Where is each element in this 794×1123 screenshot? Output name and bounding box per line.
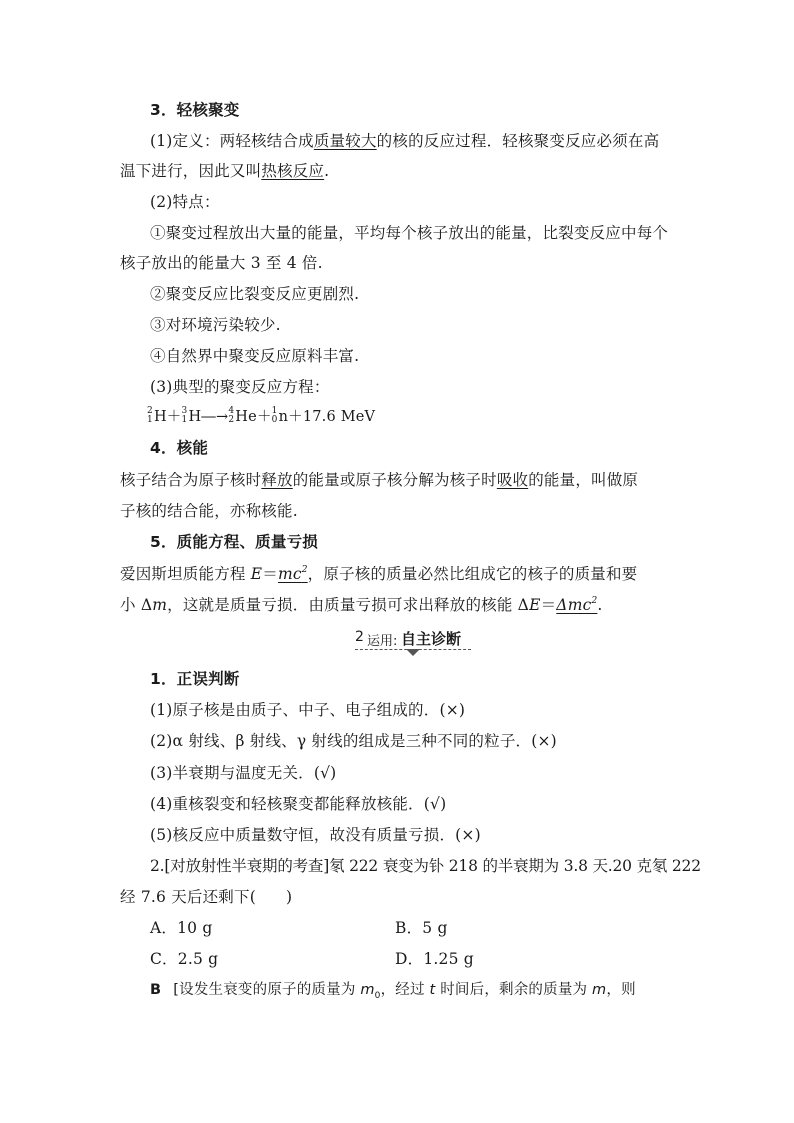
- true-false-heading: 1．正误判断: [150, 670, 240, 688]
- underlined-formula-mc2: $mc^2$: [277, 565, 308, 583]
- feature-1-line-2: 核子放出的能量大 3 至 4 倍.: [120, 254, 323, 272]
- banner-title: 自主诊断: [401, 630, 462, 648]
- feature-3: ③对环境污染较少.: [150, 316, 281, 334]
- definition-line-2: 温下进行，因此又叫热核反应.: [120, 162, 330, 180]
- option-d: D．1.25 g: [395, 950, 474, 968]
- section-banner: [355, 627, 471, 650]
- judgement-item-2: (2)α 射线、β 射线、γ 射线的组成是三种不同的粒子．(×): [150, 732, 557, 750]
- mass-energy-line-1: 爱因斯坦质能方程 $E=mc^2$，原子核的质量必然比组成它的核子的质量和要: [120, 565, 638, 583]
- judgement-item-1: (1)原子核是由质子、中子、电子组成的．(×): [150, 701, 466, 719]
- option-a: A．10 g: [150, 919, 213, 937]
- nuclide-neutron-indices: 1 0: [271, 406, 278, 425]
- question-2-stem-line-1: 2.[对放射性半衰期的考查]氡 222 衰变为钋 218 的半衰期为 3.8 天.20 克氡 222: [150, 857, 701, 875]
- banner-number: 2: [355, 629, 364, 645]
- feature-2: ②聚变反应比裂变反应更剧烈.: [150, 285, 360, 303]
- judgement-item-5: (5)核反应中质量数守恒，故没有质量亏损．(×): [150, 826, 481, 844]
- reaction-arrow: ―→: [201, 409, 229, 425]
- underlined-term-release: 释放: [261, 471, 293, 489]
- nuclide-tritium-indices: 3 1: [181, 406, 188, 425]
- nuclide-deuterium-indices: 2 1: [147, 406, 153, 425]
- mass-energy-line-2: 小 Δm，这就是质量亏损．由质量亏损可求出释放的核能 ΔE＝Δmc$^2$.: [120, 596, 603, 614]
- option-c: C．2.5 g: [150, 950, 219, 968]
- nuclear-energy-line-1: 核子结合为原子核时释放的能量或原子核分解为核子时吸收的能量，叫做原: [120, 471, 639, 489]
- question-2-stem-line-2: 经 7.6 天后还剩下( ): [120, 888, 293, 906]
- banner-label: 运用:: [367, 634, 398, 649]
- underlined-formula-delta-mc2: Δmc$^2$: [556, 596, 598, 614]
- section-heading-nuclear-energy: 4．核能: [150, 439, 209, 457]
- underlined-term-thermonuclear: 热核反应: [261, 162, 325, 180]
- judgement-item-3: (3)半衰期与温度无关．(√): [150, 764, 337, 782]
- feature-1-line-1: ①聚变过程放出大量的能量，平均每个核子放出的能量，比裂变反应中每个: [150, 224, 669, 242]
- underlined-term-absorb: 吸收: [496, 471, 529, 489]
- features-label: (2)特点：: [150, 193, 220, 211]
- definition-line-1: (1)定义：两轻核结合成质量较大的核的反应过程．轻核聚变反应必须在高: [150, 132, 660, 150]
- feature-4: ④自然界中聚变反应原料丰富.: [150, 347, 360, 365]
- answer-letter: B: [150, 982, 162, 998]
- banner-triangle-icon: [406, 649, 420, 656]
- fusion-equation: 2 1 H＋ 3 1 H―→ 4 2 He＋ 1 0 n＋17.6 MeV: [147, 406, 376, 425]
- judgement-item-4: (4)重核裂变和轻核聚变都能释放核能．(√): [150, 795, 447, 813]
- underlined-term-larger-mass: 质量较大: [313, 132, 377, 150]
- section-heading-fusion: 3．轻核聚变: [150, 101, 240, 119]
- section-heading-mass-energy: 5．质能方程、质量亏损: [150, 533, 318, 551]
- option-b: B．5 g: [395, 919, 448, 937]
- nuclide-helium-indices: 4 2: [228, 406, 235, 425]
- nuclear-energy-line-2: 子核的结合能，亦称核能.: [120, 502, 298, 520]
- answer-explanation: B [设发生衰变的原子的质量为 $m_0$，经过 t 时间后，剩余的质量为 m，则: [150, 982, 636, 1001]
- equation-title: (3)典型的聚变反应方程：: [150, 378, 330, 396]
